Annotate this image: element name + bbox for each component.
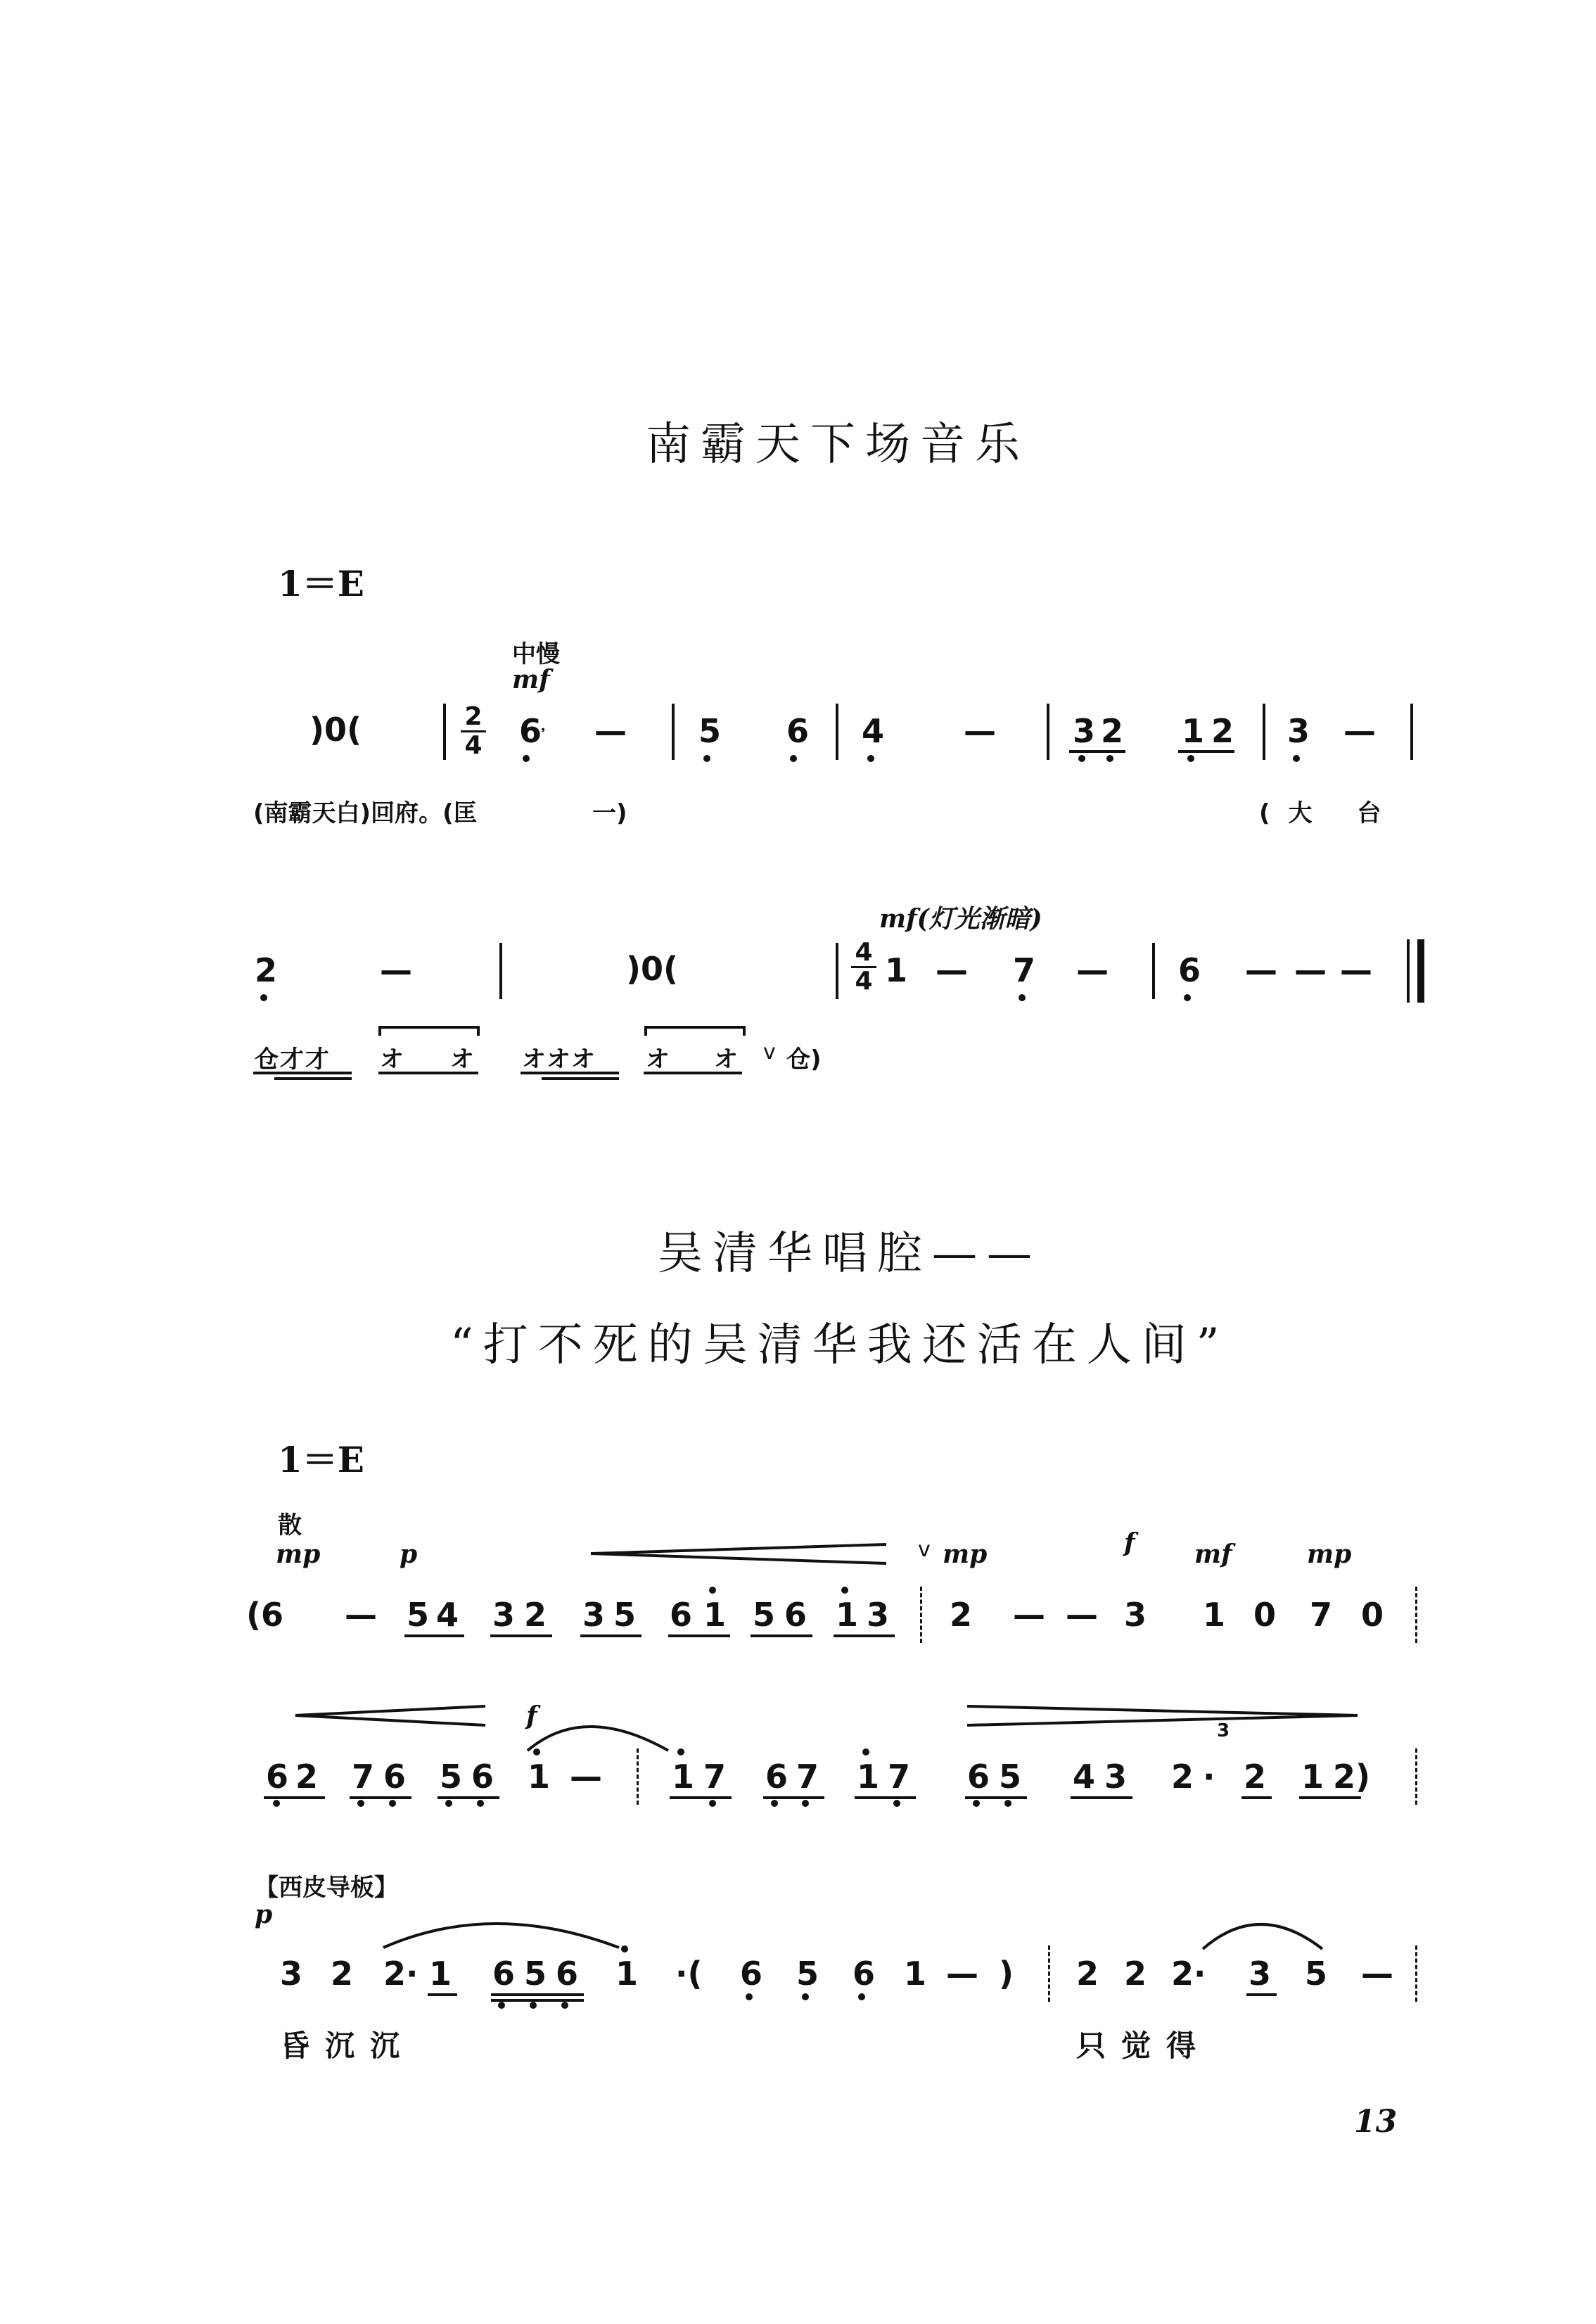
note: 1 xyxy=(885,951,908,989)
dash: — xyxy=(570,1758,602,1796)
note: 2 xyxy=(1101,712,1124,750)
percussion-syllable: オオオ xyxy=(522,1046,596,1074)
dash: — xyxy=(1013,1596,1045,1634)
dash: — xyxy=(964,712,996,750)
note: 2 xyxy=(1076,1955,1099,1993)
note: 6 xyxy=(556,1955,579,1993)
dash: — xyxy=(1245,951,1277,989)
section-label: 【西皮导板】 xyxy=(255,1874,398,1902)
note: 5 xyxy=(407,1596,430,1634)
note: 4 xyxy=(436,1596,459,1634)
note: 1 xyxy=(836,1596,859,1634)
piece1-intro: )0( xyxy=(309,711,362,749)
percussion-syllable: オ xyxy=(714,1046,738,1074)
note: 7 xyxy=(1310,1596,1333,1634)
note: 3 xyxy=(280,1955,303,1993)
dash: — xyxy=(594,712,627,750)
note: 2· xyxy=(1171,1955,1206,1993)
dash: — xyxy=(1361,1955,1393,1993)
note: 6 xyxy=(266,1758,289,1796)
note: 6 xyxy=(740,1955,763,1993)
note: 2 xyxy=(1211,712,1234,750)
note: ·( xyxy=(675,1955,703,1993)
note: 2 xyxy=(1124,1955,1147,1993)
piece1-intro2: )0( xyxy=(626,950,679,988)
note: 1 xyxy=(528,1758,551,1796)
note: 3 xyxy=(867,1596,890,1634)
percussion-syllable: 仓才才 xyxy=(255,1046,331,1074)
note: 6 xyxy=(853,1955,876,1993)
lyrics-2: 只觉得 xyxy=(1076,2028,1212,2063)
dash: — xyxy=(1343,712,1376,750)
dash: — xyxy=(1340,951,1372,989)
note: 2 xyxy=(1244,1758,1267,1796)
note: 3 xyxy=(1073,712,1096,750)
time-sig-top: 2 xyxy=(464,702,483,731)
percussion-syllable: オ xyxy=(646,1046,670,1074)
note: 0 xyxy=(1361,1596,1384,1634)
note: 2 xyxy=(950,1596,973,1634)
dynamic-mf: mf xyxy=(1194,1539,1232,1569)
note: 1 xyxy=(904,1955,927,1993)
note: 7 xyxy=(703,1758,727,1796)
note: 2) xyxy=(1333,1758,1371,1796)
dynamic-with-lighting-note: mf(灯光渐暗) xyxy=(879,904,1042,934)
note: 6 xyxy=(786,712,810,750)
note: 3 xyxy=(582,1596,606,1634)
percussion-syllable: オ xyxy=(450,1046,474,1074)
note: 2 xyxy=(295,1758,319,1796)
piece2-title-line2: “打不死的吴清华我还活在人间” xyxy=(450,1319,1230,1371)
dynamic-f: f xyxy=(526,1701,537,1731)
note: 6 xyxy=(492,1955,516,1993)
percussion-syllable: 仓) xyxy=(786,1046,822,1074)
note: 3 xyxy=(1249,1955,1272,1993)
dash: — xyxy=(1076,951,1109,989)
time-sig-bottom: 4 xyxy=(461,730,486,759)
piece1-key: 1＝E xyxy=(278,563,364,604)
note: 6𝄒 xyxy=(519,712,545,750)
note: 4 xyxy=(1073,1758,1096,1796)
note: 6 xyxy=(1178,951,1201,989)
dynamic-mp: mp xyxy=(943,1539,988,1569)
piece1-spoken-dash: 一) xyxy=(592,799,627,827)
piece2-title-line1: 吴清华唱腔—— xyxy=(658,1228,1042,1280)
note: 1 xyxy=(1203,1596,1226,1634)
note: 0 xyxy=(1253,1596,1277,1634)
dynamic-mp: mp xyxy=(1307,1539,1352,1569)
dash: — xyxy=(380,951,412,989)
note: 1 xyxy=(1182,712,1205,750)
percussion-syllable: オ xyxy=(380,1046,404,1074)
note: 6 xyxy=(765,1758,789,1796)
piece1-title: 南霸天下场音乐 xyxy=(646,419,1030,471)
note: 3 xyxy=(492,1596,516,1634)
note: 1 xyxy=(429,1955,452,1993)
note: 7 xyxy=(352,1758,375,1796)
dynamic-mp: mp xyxy=(276,1539,321,1569)
note: 1 xyxy=(1301,1758,1324,1796)
note: 6 xyxy=(383,1758,407,1796)
note: 2 xyxy=(524,1596,547,1634)
note: 5 xyxy=(440,1758,463,1796)
note: 1 xyxy=(672,1758,695,1796)
piece1-spoken: (南霸天白)回府。(匡 xyxy=(253,799,478,827)
note: 2· xyxy=(383,1955,419,1993)
note: 5 xyxy=(999,1758,1022,1796)
note: ) xyxy=(999,1955,1014,1993)
note: 7 xyxy=(1013,951,1036,989)
note: 2 xyxy=(331,1955,354,1993)
svg-text:v: v xyxy=(763,1040,776,1065)
dash: — xyxy=(936,951,968,989)
piece1-percussion-start: (大 台 xyxy=(1259,799,1400,827)
piece1-dynamic-mf: mf xyxy=(512,665,550,694)
dynamic-p: p xyxy=(255,1900,273,1929)
note: 1 xyxy=(615,1955,639,1993)
piece2-tempo: 散 xyxy=(278,1511,302,1539)
note: · xyxy=(1203,1758,1215,1796)
dynamic-p: p xyxy=(400,1539,418,1569)
note: 1 xyxy=(703,1596,727,1634)
dash: — xyxy=(1066,1596,1098,1634)
piece1-tempo: 中慢 xyxy=(512,640,560,668)
dash: — xyxy=(946,1955,978,1993)
time-sig-top: 4 xyxy=(855,938,873,967)
note: 5 xyxy=(613,1596,637,1634)
grace-note: 3 xyxy=(1217,1720,1230,1741)
dash: — xyxy=(1294,951,1327,989)
note: 5 xyxy=(796,1955,819,1993)
note: 5 xyxy=(1305,1955,1328,1993)
piece2-key: 1＝E xyxy=(278,1439,364,1480)
note: 6 xyxy=(967,1758,990,1796)
note: 5 xyxy=(698,712,722,750)
svg-text:v: v xyxy=(918,1537,931,1562)
note: 2 xyxy=(1171,1758,1194,1796)
note: 3 xyxy=(1287,712,1310,750)
note: (6 xyxy=(246,1596,284,1634)
lyrics-1: 昏沉沉 xyxy=(280,2028,416,2063)
note: 1 xyxy=(857,1758,880,1796)
note: 7 xyxy=(888,1758,911,1796)
note: 2 xyxy=(255,951,278,989)
note: 6 xyxy=(670,1596,693,1634)
dash: — xyxy=(345,1596,377,1634)
note: 6 xyxy=(471,1758,494,1796)
note: 5 xyxy=(524,1955,547,1993)
note: 7 xyxy=(796,1758,819,1796)
note: 4 xyxy=(862,712,885,750)
note: 5 xyxy=(753,1596,776,1634)
dynamic-f: f xyxy=(1124,1528,1135,1558)
note: 3 xyxy=(1124,1596,1147,1634)
note: 6 xyxy=(784,1596,807,1634)
note: 3 xyxy=(1104,1758,1128,1796)
time-sig-bottom: 4 xyxy=(851,966,876,995)
page-number: 13 xyxy=(1354,2104,1398,2140)
